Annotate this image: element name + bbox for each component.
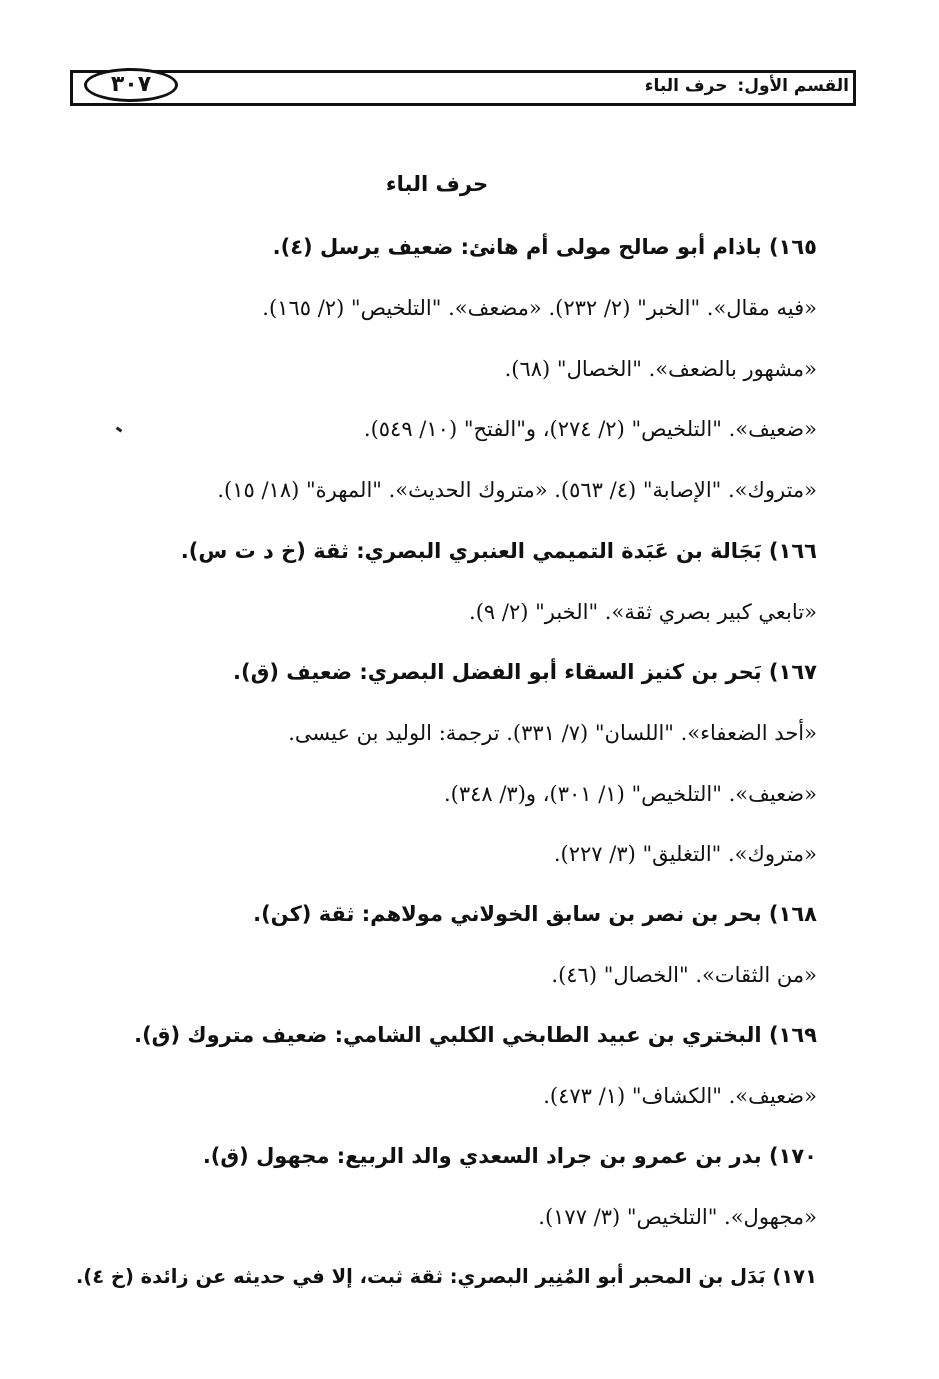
entry-165: ١٦٥) باذام أبو صالح مولى أم هانئ: ضعيف يرسل (٤). (272, 235, 817, 259)
entry-167: ١٦٧) بَحر بن كنيز السقاء أبو الفضل البصري: ضعيف (ق). (233, 660, 817, 684)
chapter-label: حرف الباء (644, 76, 728, 96)
running-header-rule (174, 104, 856, 105)
note-169-1: «ضعيف». "الكشاف" (١/ ٤٧٣). (543, 1084, 817, 1108)
note-165-4: «متروك». "الإصابة" (٤/ ٥٦٣). «متروك الحديث». "المهرة" (١٨/ ١٥). (217, 478, 817, 502)
entry-170: ١٧٠) بدر بن عمرو بن جراد السعدي والد الربيع: مجهول (ق). (202, 1144, 817, 1168)
note-168-1: «من الثقات». "الخصال" (٤٦). (551, 963, 817, 987)
note-165-2: «مشهور بالضعف». "الخصال" (٦٨). (504, 357, 817, 381)
note-165-3: «ضعيف». "التلخيص" (٢/ ٢٧٤)، و"الفتح" (١٠/ ٥٤٩). (363, 417, 817, 441)
note-167-3: «متروك». "التغليق" (٣/ ٢٢٧). (553, 842, 817, 866)
entry-166: ١٦٦) بَجَالة بن عَبَدة التميمي العنبري البصري: ثقة (خ د ت س). (180, 539, 817, 563)
entry-171: ١٧١) بَدَل بن المحبر أبو المُنِير البصري: ثقة ثبت، إلا في حديثه عن زائدة (خ ٤). (75, 1265, 817, 1288)
note-167-2: «ضعيف». "التلخيص" (١/ ٣٠١)، و(٣/ ٣٤٨). (443, 782, 817, 806)
entry-169: ١٦٩) البختري بن عبيد الطابخي الكلبي الشامي: ضعيف متروك (ق). (134, 1023, 817, 1047)
note-166-1: «تابعي كبير بصري ثقة». "الخبر" (٢/ ٩). (469, 600, 817, 624)
entry-168: ١٦٨) بحر بن نصر بن سابق الخولاني مولاهم: ثقة (كن). (253, 902, 817, 926)
note-170-1: «مجهول». "التلخيص" (٣/ ١٧٧). (538, 1205, 817, 1229)
part-label: القسم الأول: (737, 76, 849, 96)
section-title: حرف الباء (385, 172, 489, 196)
page-number: ٣٠٧ (84, 68, 178, 102)
note-167-1: «أحد الضعفاء». "اللسان" (٧/ ٣٣١). ترجمة: الوليد بن عيسى. (288, 721, 817, 745)
running-title (645, 76, 849, 96)
note-165-1: «فيه مقال». "الخبر" (٢/ ٢٣٢). «مضعف». "التلخيص" (٢/ ١٦٥). (262, 296, 817, 320)
